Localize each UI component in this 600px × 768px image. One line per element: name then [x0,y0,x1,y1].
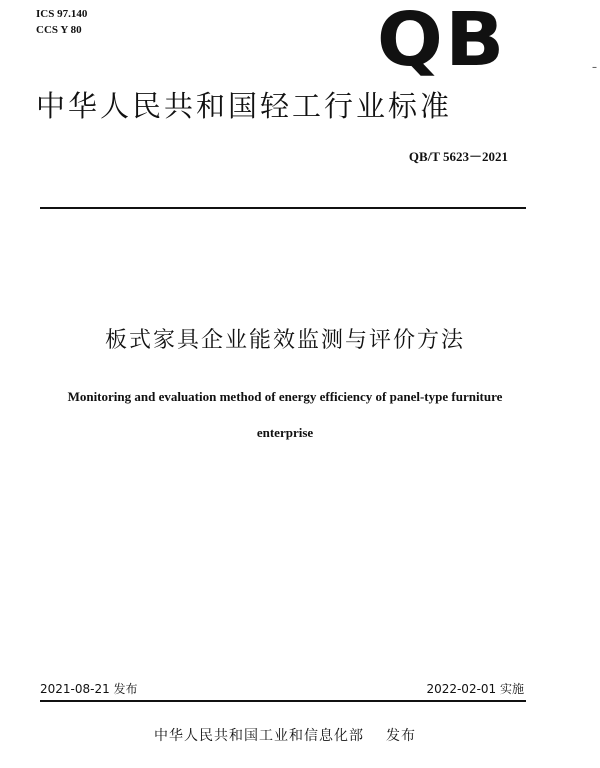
implementation-date: 2022-02-01 实施 [426,682,524,696]
issue-date: 2021-08-21 发布 [40,682,138,696]
document-title-english-line1: Monitoring and evaluation method of energy efficiency of panel-type furniture [67,389,503,404]
qb-logo: QB [376,0,507,83]
publisher-line [0,726,570,746]
footer-divider [40,700,526,702]
document-title-english-line2: enterprise [256,425,314,440]
edge-mark: – [592,62,597,73]
publisher-name: 中华人民共和国工业和信息化部 [154,728,364,744]
standard-number: QB/T 5623－2021 [408,149,508,164]
classification-codes [36,6,87,38]
document-title-chinese: 板式家具企业能效监测与评价方法 [104,328,465,353]
standard-category: 中华人民共和国轻工行业标准 [36,89,453,123]
publisher-action: 发布 [386,728,416,744]
header-divider [40,207,526,209]
ccs-code: CCS Y 80 [36,24,82,36]
ics-code: ICS 97.140 [36,8,88,20]
